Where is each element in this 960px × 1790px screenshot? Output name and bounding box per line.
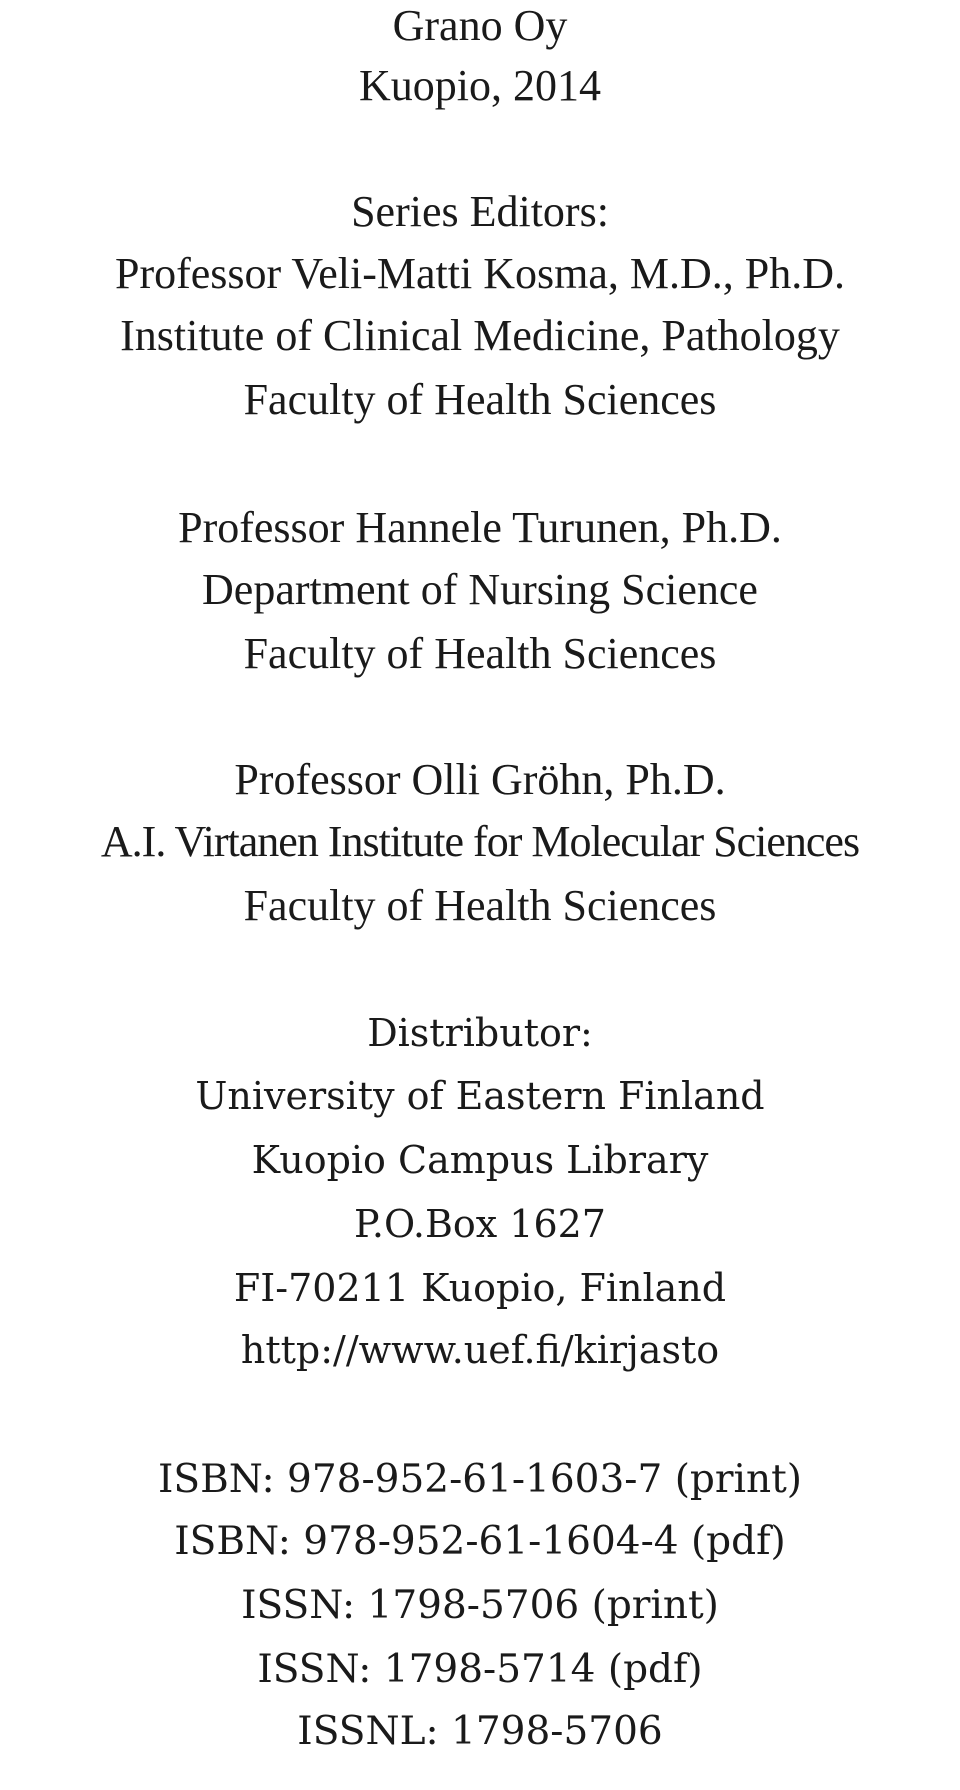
distributor-url: http://www.uef.fi/kirjasto (240, 1328, 720, 1372)
distributor-heading: Distributor: (367, 1011, 593, 1055)
distributor-line-4: FI-70211 Kuopio, Finland (233, 1266, 727, 1310)
isbn-print: ISBN: 978-952-61-1603-7 (print) (157, 1457, 803, 1502)
issn-pdf: ISSN: 1798-5714 (pdf) (257, 1647, 703, 1692)
issnl: ISSNL: 1798-5706 (297, 1709, 663, 1754)
editor-2-unit: Department of Nursing Science (202, 565, 758, 614)
editor-1-unit: Institute of Clinical Medicine, Pathology (120, 311, 840, 360)
editor-2-name: Professor Hannele Turunen, Ph.D. (178, 503, 782, 552)
editor-1-name: Professor Veli-Matti Kosma, M.D., Ph.D. (114, 249, 846, 298)
distributor-line-1: University of Eastern Finland (195, 1074, 765, 1118)
series-editors-heading: Series Editors: (351, 187, 609, 236)
editor-1-faculty: Faculty of Health Sciences (243, 375, 717, 424)
distributor-line-2: Kuopio Campus Library (251, 1138, 709, 1182)
editor-3-faculty: Faculty of Health Sciences (243, 881, 717, 930)
editor-3-unit: A.I. Virtanen Institute for Molecular Sciences (100, 817, 860, 866)
printer-place-year: Kuopio, 2014 (359, 61, 601, 110)
issn-print: ISSN: 1798-5706 (print) (241, 1583, 719, 1628)
editor-2-faculty: Faculty of Health Sciences (243, 629, 717, 678)
editor-3-name: Professor Olli Gröhn, Ph.D. (234, 755, 726, 804)
printer-name: Grano Oy (392, 1, 568, 50)
distributor-line-3: P.O.Box 1627 (354, 1202, 606, 1246)
isbn-pdf: ISBN: 978-952-61-1604-4 (pdf) (174, 1519, 786, 1564)
